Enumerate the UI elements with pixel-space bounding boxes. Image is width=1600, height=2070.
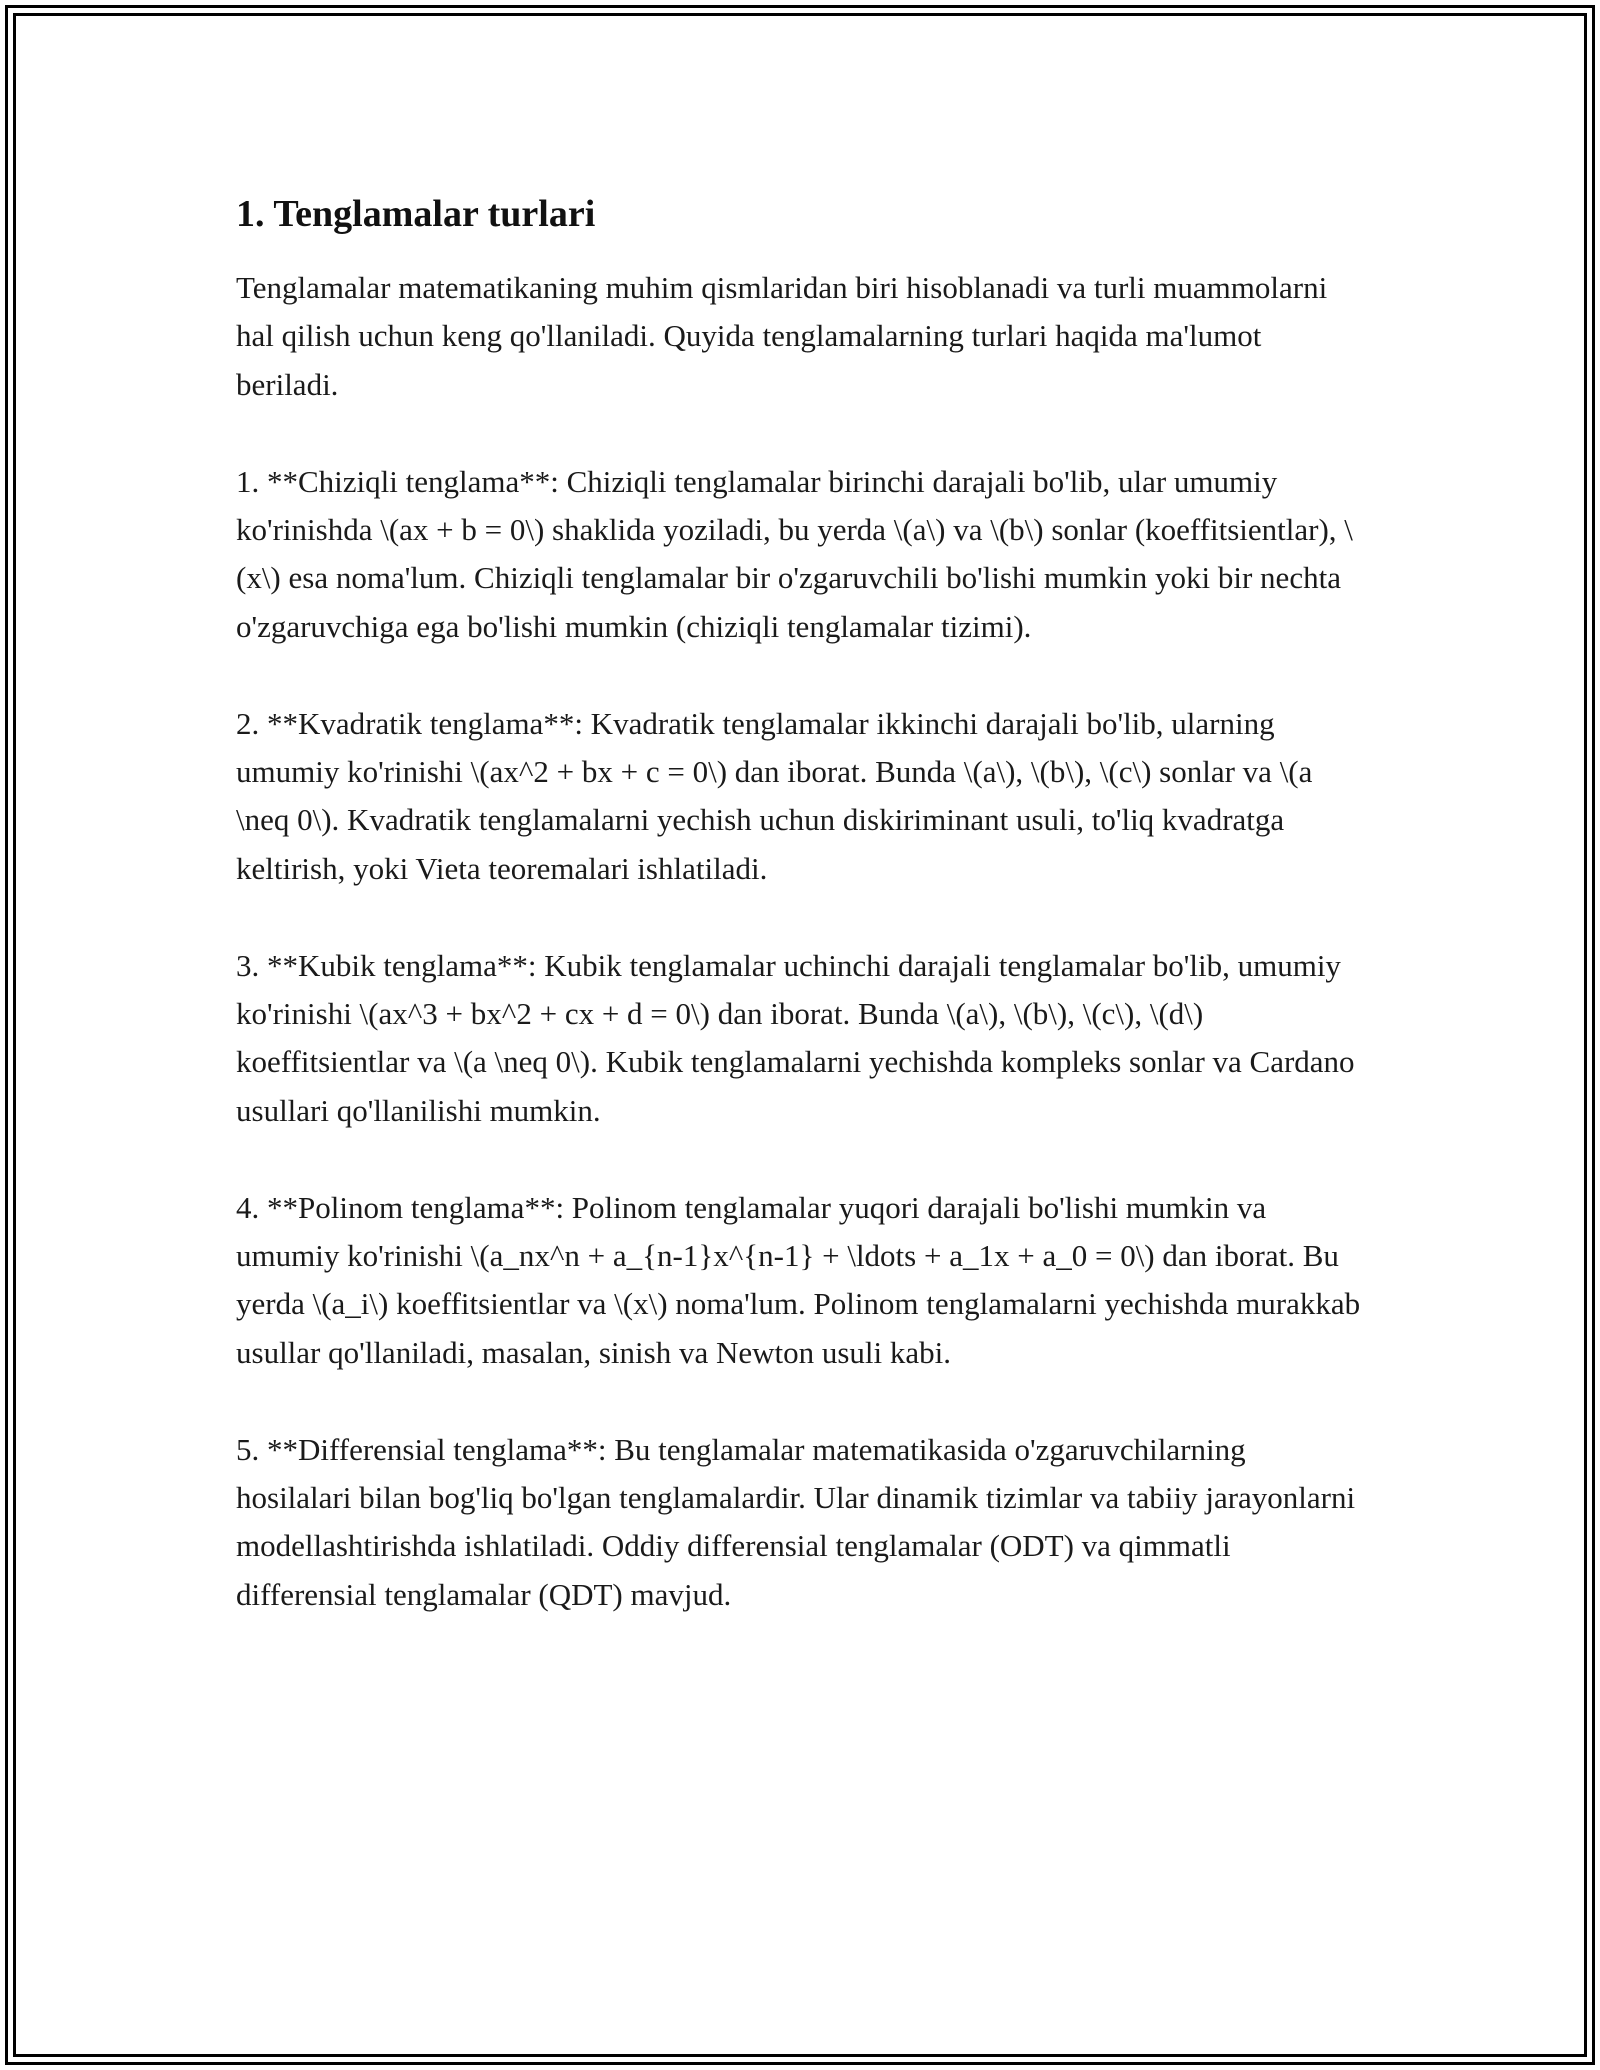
quadratic-equation-paragraph: 2. **Kvadratik tenglama**: Kvadratik tenglamalar ikkinchi darajali bo'lib, ularning umumiy ko'rinishi \(ax^2 + bx + c = 0\) dan iborat. Bunda \(a\), \(b\), \(c\) sonlar va \(a \neq 0\). Kvadratik tenglamalarni yechish uchun diskiriminant usuli, to'liq kvadratga keltirish, yoki Vieta teoremalari ishlatiladi. — [236, 705, 1313, 886]
section-title: 1. Tenglamalar turlari — [236, 193, 596, 235]
differential-equation-paragraph: 5. **Differensial tenglama**: Bu tenglamalar matematikasida o'zgaruvchilarning hosilalari bilan bog'liq bo'lgan tenglamalardir. Ular dinamik tizimlar va tabiiy jarayonlarni modellashtirishda ishlatiladi. Oddiy differensial tenglamalar (ODT) va qimmatli differensial tenglamalar (QDT) mavjud. — [236, 1431, 1356, 1612]
polynomial-equation-paragraph: 4. **Polinom tenglama**: Polinom tenglamalar yuqori darajali bo'lishi mumkin va umumiy ko'rinishi \(a_nx^n + a_{n-1}x^{n-1} + \ldots + a_1x + a_0 = 0\) dan iborat. Bu yerda \(a_i\) koeffitsientlar va \(x\) noma'lum. Polinom tenglamalarni yechishda murakkab usullar qo'llaniladi, masalan, sinish va Newton usuli kabi. — [236, 1189, 1361, 1370]
cubic-equation-paragraph: 3. **Kubik tenglama**: Kubik tenglamalar uchinchi darajali tenglamalar bo'lib, umumiy ko'rinishi \(ax^3 + bx^2 + cx + d = 0\) dan iborat. Bunda \(a\), \(b\), \(c\), \(d\) koeffitsientlar va \(a \neq 0\). Kubik tenglamalarni yechishda kompleks sonlar va Cardano usullari qo'llanilishi mumkin. — [236, 947, 1355, 1128]
intro-paragraph: Tenglamalar matematikaning muhim qismlaridan biri hisoblanadi va turli muammolarni hal qilish uchun keng qo'llaniladi. Quyida tenglamalarning turlari haqida ma'lumot beriladi. — [236, 270, 1328, 402]
linear-equation-paragraph: 1. **Chiziqli tenglama**: Chiziqli tenglamalar birinchi darajali bo'lib, ular umumiy ko'rinishda \(ax + b = 0\) shaklida yoziladi, bu yerda \(a\) va \(b\) sonlar (koeffitsientlar), \(x\) esa noma'lum. Chiziqli tenglamalar bir o'zgaruvchili bo'lishi mumkin yoki bir nechta o'zgaruvchiga ega bo'lishi mumkin (chiziqli tenglamalar tizimi). — [236, 463, 1353, 644]
document-body — [236, 186, 1361, 1668]
